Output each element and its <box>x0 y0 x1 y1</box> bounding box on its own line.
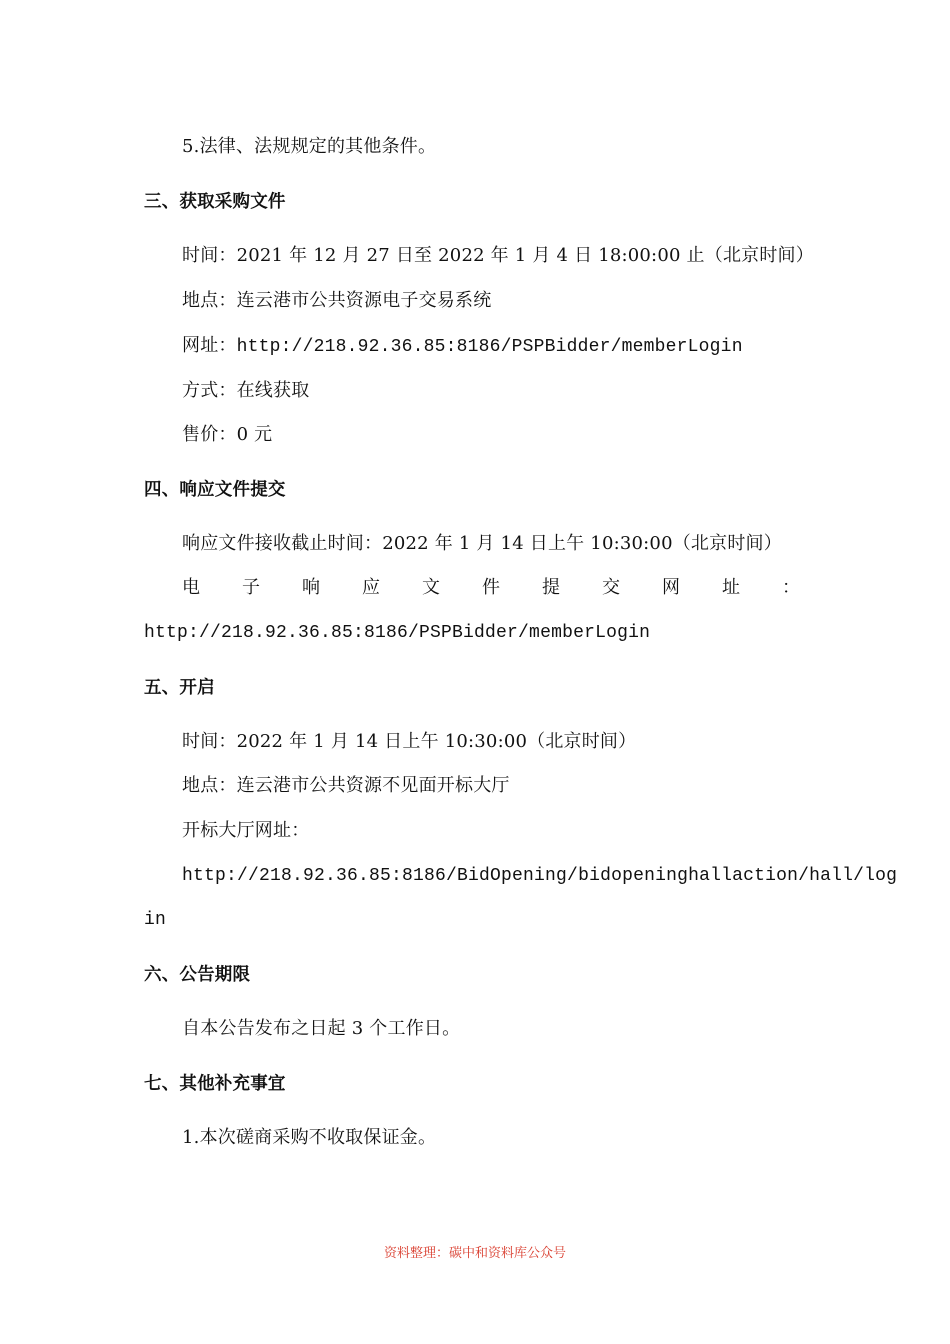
footer-credit: 资料整理：碳中和资料库公众号 <box>383 1246 566 1261</box>
submit-url-link[interactable]: http://218.92.36.85:8186/PSPBidder/memberLogin <box>144 623 651 643</box>
section-heading-3: 三、获取采购文件 <box>144 192 286 212</box>
submit-label-char: 电 <box>182 577 200 598</box>
obtain-url-label: 网址： <box>182 335 237 356</box>
submit-label-char: 交 <box>602 577 620 598</box>
obtain-url-line <box>182 334 743 359</box>
obtain-method: 方式：在线获取 <box>182 380 310 401</box>
submit-url-label <box>182 576 800 600</box>
opening-hall-url-line2[interactable]: in <box>144 910 167 930</box>
opening-hall-label: 开标大厅网址： <box>182 820 310 841</box>
submit-label-char: 子 <box>242 577 260 598</box>
section-heading-6: 六、公告期限 <box>144 965 251 985</box>
section-heading-4: 四、响应文件提交 <box>144 480 286 500</box>
obtain-place: 地点：连云港市公共资源电子交易系统 <box>182 290 492 311</box>
submit-label-char: 网 <box>662 577 680 598</box>
obtain-url-link[interactable]: http://218.92.36.85:8186/PSPBidder/memberLogin <box>236 337 743 357</box>
submit-label-char: 件 <box>482 577 500 598</box>
section-heading-5: 五、开启 <box>144 678 215 698</box>
supplement-item-1: 1.本次磋商采购不收取保证金。 <box>182 1127 437 1148</box>
obtain-price: 售价：0 元 <box>182 424 273 445</box>
condition-item-5: 5.法律、法规规定的其他条件。 <box>182 136 437 157</box>
opening-hall-url-line1[interactable]: http://218.92.36.85:8186/BidOpening/bidopeninghallaction/hall/log <box>182 866 898 886</box>
submit-label-char: 址 <box>722 577 740 598</box>
submit-label-char: 提 <box>542 577 560 598</box>
opening-time: 时间：2022 年 1 月 14 日上午 10:30:00（北京时间） <box>182 731 637 752</box>
submit-deadline: 响应文件接收截止时间：2022 年 1 月 14 日上午 10:30:00（北京时间） <box>182 533 782 554</box>
obtain-time: 时间：2021 年 12 月 27 日至 2022 年 1 月 4 日 18:00:00 止（北京时间） <box>182 245 814 266</box>
submit-label-char: 响 <box>302 577 320 598</box>
section-heading-7: 七、其他补充事宜 <box>144 1074 286 1094</box>
submit-label-char: ： <box>782 577 800 598</box>
submit-label-char: 文 <box>422 577 440 598</box>
submit-label-char: 应 <box>362 577 380 598</box>
notice-period-text: 自本公告发布之日起 3 个工作日。 <box>182 1018 461 1039</box>
opening-place: 地点：连云港市公共资源不见面开标大厅 <box>182 775 510 796</box>
